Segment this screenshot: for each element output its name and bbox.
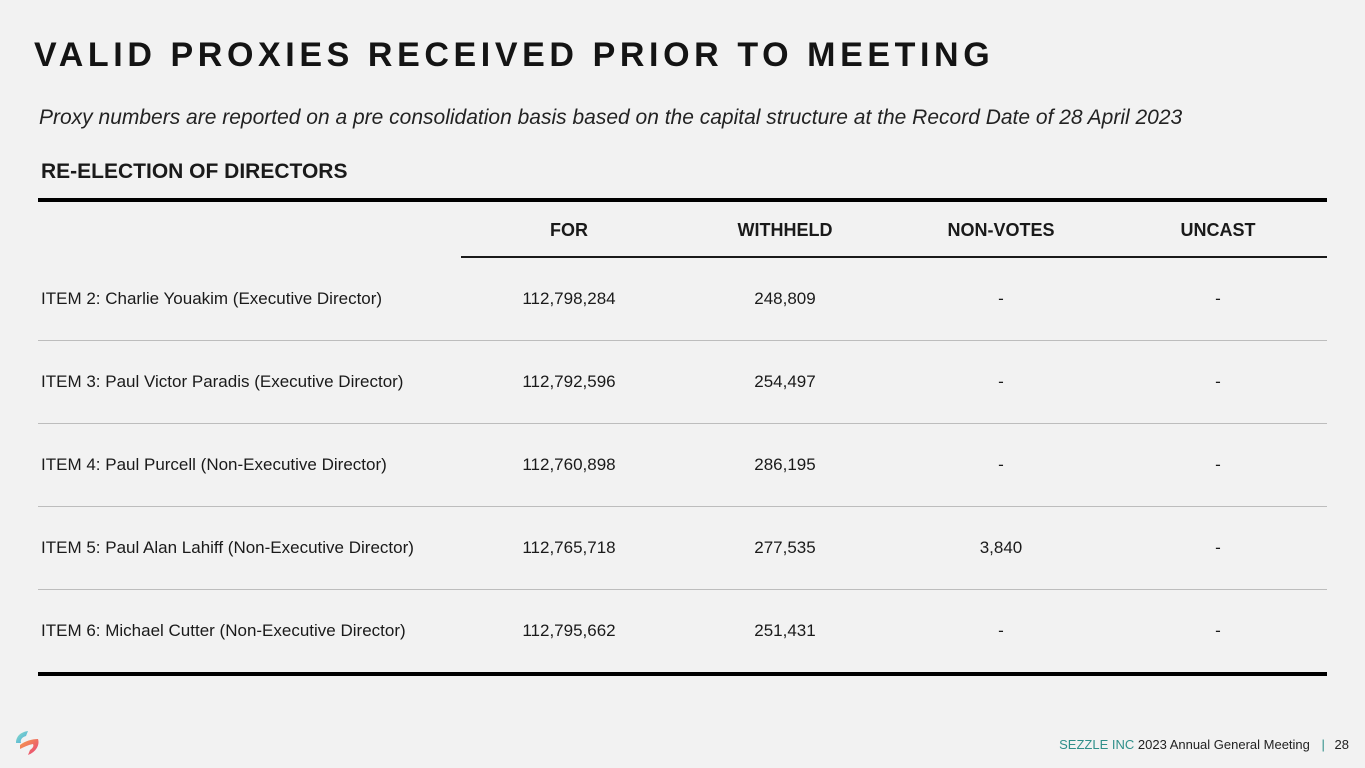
item-label: ITEM 5: Paul Alan Lahiff (Non-Executive Director) xyxy=(41,538,414,557)
uncast-value: - xyxy=(1215,538,1221,557)
withheld-value: 248,809 xyxy=(754,289,816,308)
item-label: ITEM 4: Paul Purcell (Non-Executive Director) xyxy=(41,455,387,474)
for-value: 112,795,662 xyxy=(522,621,616,640)
non-votes-value: - xyxy=(998,621,1004,640)
for-value: 112,760,898 xyxy=(522,455,616,474)
section-heading: RE-ELECTION OF DIRECTORS xyxy=(41,160,348,183)
item-label: ITEM 2: Charlie Youakim (Executive Director) xyxy=(41,289,383,308)
uncast-value: - xyxy=(1215,289,1221,308)
table-row xyxy=(38,258,1327,341)
header-for: FOR xyxy=(550,219,588,240)
withheld-value: 286,195 xyxy=(754,455,816,474)
non-votes-value: - xyxy=(998,289,1004,308)
page-number: 28 xyxy=(1334,737,1349,752)
item-label: ITEM 6: Michael Cutter (Non-Executive Director) xyxy=(41,621,406,640)
item-label: ITEM 3: Paul Victor Paradis (Executive Director) xyxy=(41,372,404,391)
proxy-table xyxy=(38,198,1327,676)
uncast-value: - xyxy=(1215,455,1221,474)
withheld-value: 254,497 xyxy=(754,372,816,391)
table-row xyxy=(38,341,1327,424)
header-withheld: WITHHELD xyxy=(737,219,833,240)
subtitle-note: Proxy numbers are reported on a pre consolidation basis based on the capital structure at the Record Date of 28 April 2023 xyxy=(39,106,1183,129)
footer-event: 2023 Annual General Meeting xyxy=(1137,737,1310,752)
header-uncast: UNCAST xyxy=(1180,219,1256,240)
non-votes-value: - xyxy=(998,372,1004,391)
uncast-value: - xyxy=(1215,372,1221,391)
non-votes-value: - xyxy=(998,455,1004,474)
footer-brand: SEZZLE INC xyxy=(1059,737,1135,752)
page-title: VALID PROXIES RECEIVED PRIOR TO MEETING xyxy=(34,36,995,74)
table-row xyxy=(38,424,1327,507)
for-value: 112,792,596 xyxy=(522,372,616,391)
header-non-votes: NON-VOTES xyxy=(947,219,1055,240)
for-value: 112,765,718 xyxy=(522,538,616,557)
table-row xyxy=(38,507,1327,590)
footer xyxy=(1059,737,1349,752)
uncast-value: - xyxy=(1215,621,1221,640)
withheld-value: 277,535 xyxy=(754,538,816,557)
withheld-value: 251,431 xyxy=(754,621,816,640)
non-votes-value: 3,840 xyxy=(979,538,1023,557)
sezzle-logo-icon xyxy=(12,727,44,759)
table-row xyxy=(38,590,1327,672)
table-header-row xyxy=(38,202,1327,258)
table-bottom-rule xyxy=(38,672,1327,676)
footer-separator: | xyxy=(1321,737,1325,752)
for-value: 112,798,284 xyxy=(522,289,616,308)
